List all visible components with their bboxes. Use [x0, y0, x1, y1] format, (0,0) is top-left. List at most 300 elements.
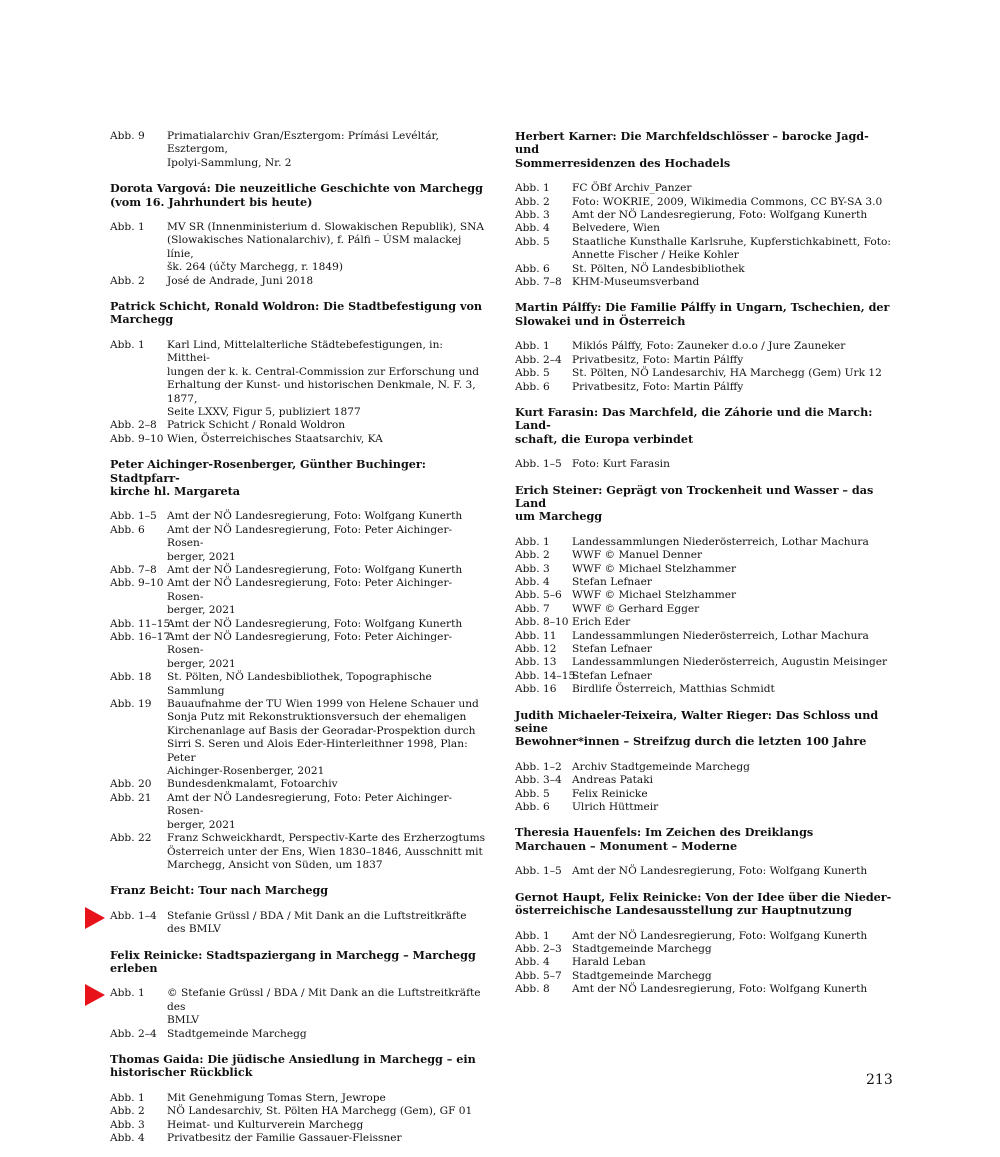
section-heading-line: österreichische Landesausstellung zur Hauptnutzung [515, 903, 852, 918]
credit-line: WWF © Michael Stelzhammer [572, 562, 737, 575]
figure-number: Abb. 1 [515, 535, 550, 548]
credit-description [572, 276, 893, 289]
credit-description [572, 670, 893, 683]
figure-number: Abb. 18 [110, 671, 152, 684]
credit-line: lungen der k. k. Central-Commission zur Erforschung und [167, 365, 480, 378]
credit-entry [110, 577, 488, 617]
figure-number: Abb. 5–7 [515, 969, 562, 982]
credit-line: WWF © Michael Stelzhammer [572, 589, 737, 602]
credit-section [515, 130, 893, 289]
right-column [515, 130, 893, 1009]
section-heading-line: kirche hl. Margareta [110, 483, 241, 498]
credit-entry [110, 778, 488, 791]
credit-description [167, 778, 488, 791]
figure-number: Abb. 13 [515, 656, 557, 669]
credit-entry [515, 589, 893, 602]
credit-entry [515, 209, 893, 222]
credit-entry [515, 381, 893, 394]
credit-description [572, 222, 893, 235]
credit-section [110, 182, 488, 288]
credit-entry [110, 1092, 488, 1105]
credit-line: Primatialarchiv Gran/Esztergom: Prímási Levéltár, Esztergom, [167, 130, 439, 156]
figure-number: Abb. 1–2 [515, 760, 562, 773]
figure-number: Abb. 6 [515, 801, 550, 814]
section-heading [110, 300, 488, 327]
figure-number: Abb. 1 [515, 929, 550, 942]
credit-section [110, 1053, 488, 1145]
credit-line: Amt der NÖ Landesregierung, Foto: Wolfgang Kunerth [167, 510, 463, 523]
figure-number: Abb. 19 [110, 698, 152, 711]
figure-number: Abb. 4 [515, 956, 550, 969]
figure-number: Abb. 9–10 [110, 432, 164, 445]
credit-description [572, 196, 893, 209]
figure-number: Abb. 6 [110, 523, 145, 536]
credit-entry [515, 458, 893, 471]
credit-line: Amt der NÖ Landesregierung, Foto: Wolfgang Kunerth [572, 929, 868, 942]
credit-description [167, 1132, 488, 1145]
section-heading-line: Patrick Schicht, Ronald Woldron: Die Stadtbefestigung von [110, 299, 483, 314]
credit-description [167, 698, 488, 778]
figure-number: Abb. 2–8 [110, 419, 157, 432]
figure-number: Abb. 6 [515, 262, 550, 275]
figure-number: Abb. 22 [110, 832, 152, 845]
credit-line: Heimat- und Kulturverein Marchegg [167, 1118, 364, 1131]
credit-entry [515, 956, 893, 969]
section-heading-line: Thomas Gaida: Die jüdische Ansiedlung in Marchegg – ein [110, 1051, 476, 1066]
credit-description [572, 340, 893, 353]
credit-entry [515, 236, 893, 263]
credit-line: Österreich unter der Ens, Wien 1830–1846, Ausschnitt mit [167, 845, 483, 858]
credit-section [110, 949, 488, 1041]
figure-number: Abb. 6 [515, 380, 550, 393]
figure-number: Abb. 21 [110, 791, 152, 804]
credit-line: Aichinger-Rosenberger, 2021 [167, 765, 325, 778]
credit-line: St. Pölten, NÖ Landesarchiv, HA Marchegg (Gem) Urk 12 [572, 367, 882, 380]
credit-description [572, 656, 893, 669]
section-heading [515, 826, 893, 853]
credit-line: Foto: WOKRIE, 2009, Wikimedia Commons, CC BY-SA 3.0 [572, 195, 883, 208]
credit-line: Amt der NÖ Landesregierung, Foto: Wolfgang Kunerth [167, 563, 463, 576]
figure-number: Abb. 7–8 [110, 563, 157, 576]
figure-number: Abb. 2 [110, 274, 145, 287]
section-heading-line: Theresia Hauenfels: Im Zeichen des Dreiklangs [515, 825, 814, 840]
figure-number: Abb. 11–15 [110, 617, 171, 630]
credit-description [572, 589, 893, 602]
credit-entry [515, 549, 893, 562]
credit-line: Annette Fischer / Heike Kohler [572, 249, 739, 262]
credit-entry [110, 221, 488, 275]
credit-entry [515, 196, 893, 209]
credit-description [167, 419, 488, 432]
section-heading-line: (vom 16. Jahrhundert bis heute) [110, 194, 313, 209]
credit-entry [110, 339, 488, 419]
figure-number: Abb. 2 [515, 195, 550, 208]
credit-line: Ipolyi-Sammlung, Nr. 2 [167, 156, 292, 169]
credit-line: Belvedere, Wien [572, 222, 660, 235]
credit-line: Mit Genehmigung Tomas Stern, Jewrope [167, 1091, 386, 1104]
credit-line: Ulrich Hüttmeir [572, 801, 659, 814]
credit-entry [515, 788, 893, 801]
credit-entry [110, 832, 488, 872]
section-heading-line: Slowakei und in Österreich [515, 313, 686, 328]
credit-line: Marchegg, Ansicht von Süden, um 1837 [167, 858, 383, 871]
credit-line: Miklós Pálffy, Foto: Zauneker d.o.o / Jure Zauneker [572, 340, 846, 353]
credit-entry [515, 340, 893, 353]
section-heading-line: um Marchegg [515, 509, 603, 524]
credit-entry [515, 563, 893, 576]
credit-section [110, 884, 488, 936]
credit-entry [515, 367, 893, 380]
credit-line: berger, 2021 [167, 818, 236, 831]
credit-entry [110, 510, 488, 523]
figure-number: Abb. 7 [515, 602, 550, 615]
credit-description [167, 618, 488, 631]
credit-line: Amt der NÖ Landesregierung, Foto: Wolfgang Kunerth [572, 209, 868, 222]
credit-entry [110, 564, 488, 577]
credit-line: St. Pölten, NÖ Landesbibliothek [572, 262, 745, 275]
credit-entry [110, 618, 488, 631]
credit-description [167, 524, 488, 564]
credit-section [515, 484, 893, 697]
credit-line: Sonja Putz mit Rekonstruktionsversuch der ehemaligen [167, 711, 467, 724]
credit-line: berger, 2021 [167, 550, 236, 563]
credit-description [167, 564, 488, 577]
credit-line: Foto: Kurt Farasin [572, 458, 670, 471]
figure-number: Abb. 8 [515, 983, 550, 996]
credit-line: Stefanie Grüssl / BDA / Mit Dank an die Luftstreitkräfte des BMLV [167, 909, 467, 936]
credit-line: Karl Lind, Mittelalterliche Städtebefestigungen, in: Mitthei- [167, 338, 443, 365]
left-column [110, 130, 488, 1157]
credit-description [572, 236, 893, 263]
section-heading-line: Herbert Karner: Die Marchfeldschlösser – barocke Jagd- und [515, 129, 869, 157]
credit-line: © Stefanie Grüssl / BDA / Mit Dank an die Luftstreitkräfte des [167, 987, 481, 1013]
credit-line: Bundesdenkmalamt, Fotoarchiv [167, 778, 338, 791]
figure-number: Abb. 7–8 [515, 276, 562, 289]
section-heading-line: Dorota Vargová: Die neuzeitliche Geschichte von Marchegg [110, 181, 483, 196]
credit-entry [515, 603, 893, 616]
credit-description [572, 603, 893, 616]
credit-line: Erich Eder [572, 616, 631, 629]
section-heading [515, 301, 893, 328]
credit-line: Landessammlungen Niederösterreich, Lothar Machura [572, 629, 869, 642]
credit-line: berger, 2021 [167, 657, 236, 670]
figure-number: Abb. 1 [110, 338, 145, 351]
credit-entry [110, 698, 488, 778]
credit-line: Amt der NÖ Landesregierung, Foto: Peter Aichinger-Rosen- [167, 523, 453, 550]
section-heading-line: Franz Beicht: Tour nach Marchegg [110, 883, 329, 898]
credit-entry [515, 761, 893, 774]
credit-description [167, 510, 488, 523]
credit-description [167, 1119, 488, 1132]
credit-description [167, 910, 488, 937]
credit-entry [515, 983, 893, 996]
section-heading-line: Martin Pálffy: Die Familie Pálffy in Ungarn, Tschechien, der [515, 300, 890, 315]
figure-number: Abb. 11 [515, 629, 557, 642]
credit-line: Privatbesitz, Foto: Martin Pálffy [572, 380, 744, 393]
credit-line: Privatbesitz, Foto: Martin Pálffy [572, 353, 744, 366]
figure-number: Abb. 2–3 [515, 942, 562, 955]
credit-description [572, 263, 893, 276]
figure-number: Abb. 16–17 [110, 631, 171, 643]
credit-entry [515, 801, 893, 814]
credit-entry [515, 865, 893, 878]
credit-line: Stadtgemeinde Marchegg [572, 942, 712, 955]
credit-line: Felix Reinicke [572, 787, 648, 800]
section-heading-line: Peter Aichinger-Rosenberger, Günther Buchinger: Stadtpfarr- [110, 457, 426, 485]
section-heading [515, 891, 893, 918]
credit-entry [110, 1105, 488, 1118]
credit-line: WWF © Manuel Denner [572, 549, 703, 562]
credit-line: Privatbesitz der Familie Gassauer-Fleissner [167, 1132, 402, 1144]
credit-entry [515, 930, 893, 943]
credit-line: WWF © Gerhard Egger [572, 602, 700, 615]
credit-line: Landessammlungen Niederösterreich, Lothar Machura [572, 535, 869, 548]
credit-entry [515, 182, 893, 195]
figure-number: Abb. 2–4 [515, 353, 562, 366]
credit-description [572, 536, 893, 549]
section-heading-line: Felix Reinicke: Stadtspaziergang in Marchegg – Marchegg [110, 947, 476, 962]
credit-line: Amt der NÖ Landesregierung, Foto: Peter Aichinger-Rosen- [167, 631, 453, 657]
credit-line: Archiv Stadtgemeinde Marchegg [572, 760, 750, 773]
credit-entry [110, 987, 488, 1027]
red-triangle-marker-icon [85, 984, 105, 1006]
credit-line: FC ÖBf Archiv_Panzer [572, 182, 692, 195]
credit-description [167, 1092, 488, 1105]
credit-entry [515, 656, 893, 669]
credit-line: Staatliche Kunsthalle Karlsruhe, Kupferstichkabinett, Foto: [572, 235, 891, 248]
credit-line: Stefan Lefnaer [572, 669, 652, 682]
credit-line: Stadtgemeinde Marchegg [167, 1027, 307, 1040]
credit-line: Erhaltung der Kunst- und historischen Denkmale, N. F. 3, 1877, [167, 379, 476, 405]
credit-description [167, 1105, 488, 1118]
credit-entry [110, 910, 488, 937]
credit-entry [110, 671, 488, 698]
credit-description [572, 576, 893, 589]
credit-description [572, 367, 893, 380]
credit-description [572, 563, 893, 576]
credit-description [572, 788, 893, 801]
credit-line: šk. 264 (účty Marchegg, r. 1849) [167, 261, 343, 274]
credit-entry [515, 683, 893, 696]
credit-line: Kirchenanlage auf Basis der Georadar-Prospektion durch [167, 724, 476, 737]
credit-line: Stefan Lefnaer [572, 643, 652, 655]
credit-entry [110, 433, 488, 446]
figure-number: Abb. 12 [515, 643, 557, 655]
credit-line: Wien, Österreichisches Staatsarchiv, KA [167, 432, 383, 445]
credit-entry [110, 1132, 488, 1145]
credit-entry [515, 774, 893, 787]
credit-description [572, 643, 893, 656]
credit-description [572, 761, 893, 774]
credit-line: Landessammlungen Niederösterreich, Augustin Meisinger [572, 656, 888, 669]
figure-number: Abb. 1–5 [110, 510, 157, 523]
credit-description [167, 275, 488, 288]
credit-description [572, 956, 893, 969]
credit-line: Andreas Pataki [572, 774, 654, 787]
section-heading [515, 484, 893, 524]
credit-line: St. Pölten, NÖ Landesbibliothek, Topographische Sammlung [167, 671, 432, 697]
credit-entry [515, 643, 893, 656]
credit-entry [515, 222, 893, 235]
credit-description [167, 987, 488, 1027]
section-heading [110, 1053, 488, 1080]
credit-line: José de Andrade, Juni 2018 [167, 274, 314, 287]
figure-number: Abb. 1–5 [515, 865, 562, 878]
credit-entry [110, 275, 488, 288]
credit-description [167, 433, 488, 446]
credit-description [572, 381, 893, 394]
credit-entry [110, 631, 488, 671]
credit-description [572, 865, 893, 878]
figure-number: Abb. 5 [515, 367, 550, 380]
figure-number: Abb. 1–5 [515, 458, 562, 471]
credit-entry [515, 630, 893, 643]
credit-description [572, 774, 893, 787]
credit-description [572, 630, 893, 643]
figure-number: Abb. 5 [515, 235, 550, 248]
credit-entry [110, 524, 488, 564]
credit-line: Birdlife Österreich, Matthias Schmidt [572, 683, 775, 696]
credit-entry [110, 792, 488, 832]
credit-section [515, 891, 893, 997]
section-heading-line: Bewohner*innen – Streifzug durch die letzten 100 Jahre [515, 734, 867, 749]
credit-description [167, 221, 488, 275]
section-heading-line: schaft, die Europa verbindet [515, 431, 694, 446]
section-heading-line: Marchauen – Monument – Moderne [515, 838, 738, 853]
figure-number: Abb. 3–4 [515, 774, 562, 787]
credit-description [167, 130, 488, 170]
credit-description [167, 671, 488, 698]
credit-entry [110, 1119, 488, 1132]
credit-section [515, 301, 893, 393]
credit-line: (Slowakisches Nationalarchiv), f. Pálfi – ÚSM malackej línie, [167, 234, 462, 260]
credit-entry [515, 276, 893, 289]
credit-entry [515, 616, 893, 629]
section-heading-line: historischer Rückblick [110, 1065, 253, 1080]
credit-line: Amt der NÖ Landesregierung, Foto: Wolfgang Kunerth [572, 983, 868, 996]
credit-entry [515, 263, 893, 276]
credit-entry [515, 576, 893, 589]
figure-number: Abb. 5–6 [515, 589, 562, 602]
figure-number: Abb. 2–4 [110, 1027, 157, 1040]
credit-entry [110, 419, 488, 432]
credit-line: NÖ Landesarchiv, St. Pölten HA Marchegg (Gem), GF 01 [167, 1105, 473, 1118]
section-heading [110, 458, 488, 498]
credit-entry [110, 1028, 488, 1041]
credit-description [167, 832, 488, 872]
credit-line: Amt der NÖ Landesregierung, Foto: Wolfgang Kunerth [572, 865, 868, 878]
figure-number: Abb. 20 [110, 778, 152, 791]
section-heading-line: Erich Steiner: Geprägt von Trockenheit und Wasser – das Land [515, 482, 874, 510]
credit-description [167, 1028, 488, 1041]
credit-description [572, 930, 893, 943]
section-heading-line: Judith Michaeler-Teixeira, Walter Rieger: Das Schloss und seine [515, 707, 879, 736]
figure-number: Abb. 3 [110, 1118, 145, 1131]
section-heading [515, 406, 893, 446]
credit-line: KHM-Museumsverband [572, 276, 700, 289]
credit-entry [515, 536, 893, 549]
credit-description [167, 631, 488, 671]
figure-number: Abb. 4 [515, 222, 550, 235]
figure-number: Abb. 1 [110, 987, 145, 1000]
credit-description [572, 683, 893, 696]
figure-number: Abb. 2 [515, 549, 550, 562]
credit-description [572, 182, 893, 195]
credit-description [572, 616, 893, 629]
red-triangle-marker-icon [85, 907, 105, 929]
credit-line: berger, 2021 [167, 604, 236, 617]
credit-section [515, 406, 893, 472]
section-heading-line: Kurt Farasin: Das Marchfeld, die Záhorie und die March: Land- [515, 404, 873, 433]
credit-section [515, 826, 893, 878]
section-heading [515, 130, 893, 170]
figure-number: Abb. 8–10 [515, 616, 569, 629]
section-heading-line: Sommerresidenzen des Hochadels [515, 155, 731, 170]
figure-number: Abb. 4 [515, 575, 550, 588]
figure-number: Abb. 1 [110, 1091, 145, 1104]
credit-entry [515, 670, 893, 683]
credit-line: Stadtgemeinde Marchegg [572, 969, 712, 982]
credit-line: Amt der NÖ Landesregierung, Foto: Peter Aichinger-Rosen- [167, 791, 453, 818]
credit-line: Patrick Schicht / Ronald Woldron [167, 419, 346, 432]
credit-line: Franz Schweickhardt, Perspectiv-Karte des Erzherzogtums [167, 832, 486, 845]
figure-number: Abb. 14–15 [515, 669, 576, 682]
credit-description [167, 577, 488, 617]
credit-section [110, 130, 488, 170]
credit-line: MV SR (Innenministerium d. Slowakischen Republik), SNA [167, 221, 485, 234]
figure-number: Abb. 1 [515, 182, 550, 195]
credit-line: Seite LXXV, Figur 5, publiziert 1877 [167, 405, 361, 418]
figure-number: Abb. 16 [515, 683, 557, 696]
section-heading-line: Marchegg [110, 312, 174, 327]
credit-description [572, 458, 893, 471]
section-heading [110, 949, 488, 976]
credit-description [572, 970, 893, 983]
page-number: 213 [866, 1072, 893, 1088]
credit-description [572, 354, 893, 367]
credit-line: Amt der NÖ Landesregierung, Foto: Wolfgang Kunerth [167, 617, 463, 630]
section-heading [515, 709, 893, 749]
figure-number: Abb. 9 [110, 130, 145, 142]
section-heading [110, 182, 488, 209]
credit-entry [110, 130, 488, 170]
credit-description [572, 209, 893, 222]
credit-line: Stefan Lefnaer [572, 575, 652, 588]
credit-section [515, 709, 893, 815]
credit-line: Harald Leban [572, 956, 646, 969]
figure-number: Abb. 9–10 [110, 577, 164, 590]
credit-entry [515, 943, 893, 956]
figure-number: Abb. 3 [515, 209, 550, 222]
credit-description [572, 983, 893, 996]
figure-number: Abb. 3 [515, 562, 550, 575]
credit-line: Amt der NÖ Landesregierung, Foto: Peter Aichinger-Rosen- [167, 577, 453, 603]
figure-number: Abb. 1–4 [110, 909, 157, 922]
figure-number: Abb. 4 [110, 1132, 145, 1144]
credit-line: Sirri S. Seren und Alois Eder-Hinterleithner 1998, Plan: Peter [167, 738, 468, 764]
credit-description [572, 943, 893, 956]
credit-description [167, 339, 488, 419]
figure-number: Abb. 1 [515, 340, 550, 353]
credit-description [572, 549, 893, 562]
credit-description [572, 801, 893, 814]
credit-entry [515, 354, 893, 367]
figure-number: Abb. 1 [110, 221, 145, 234]
credit-description [167, 792, 488, 832]
section-heading [110, 884, 488, 897]
figure-number: Abb. 2 [110, 1105, 145, 1118]
credit-section [110, 458, 488, 872]
